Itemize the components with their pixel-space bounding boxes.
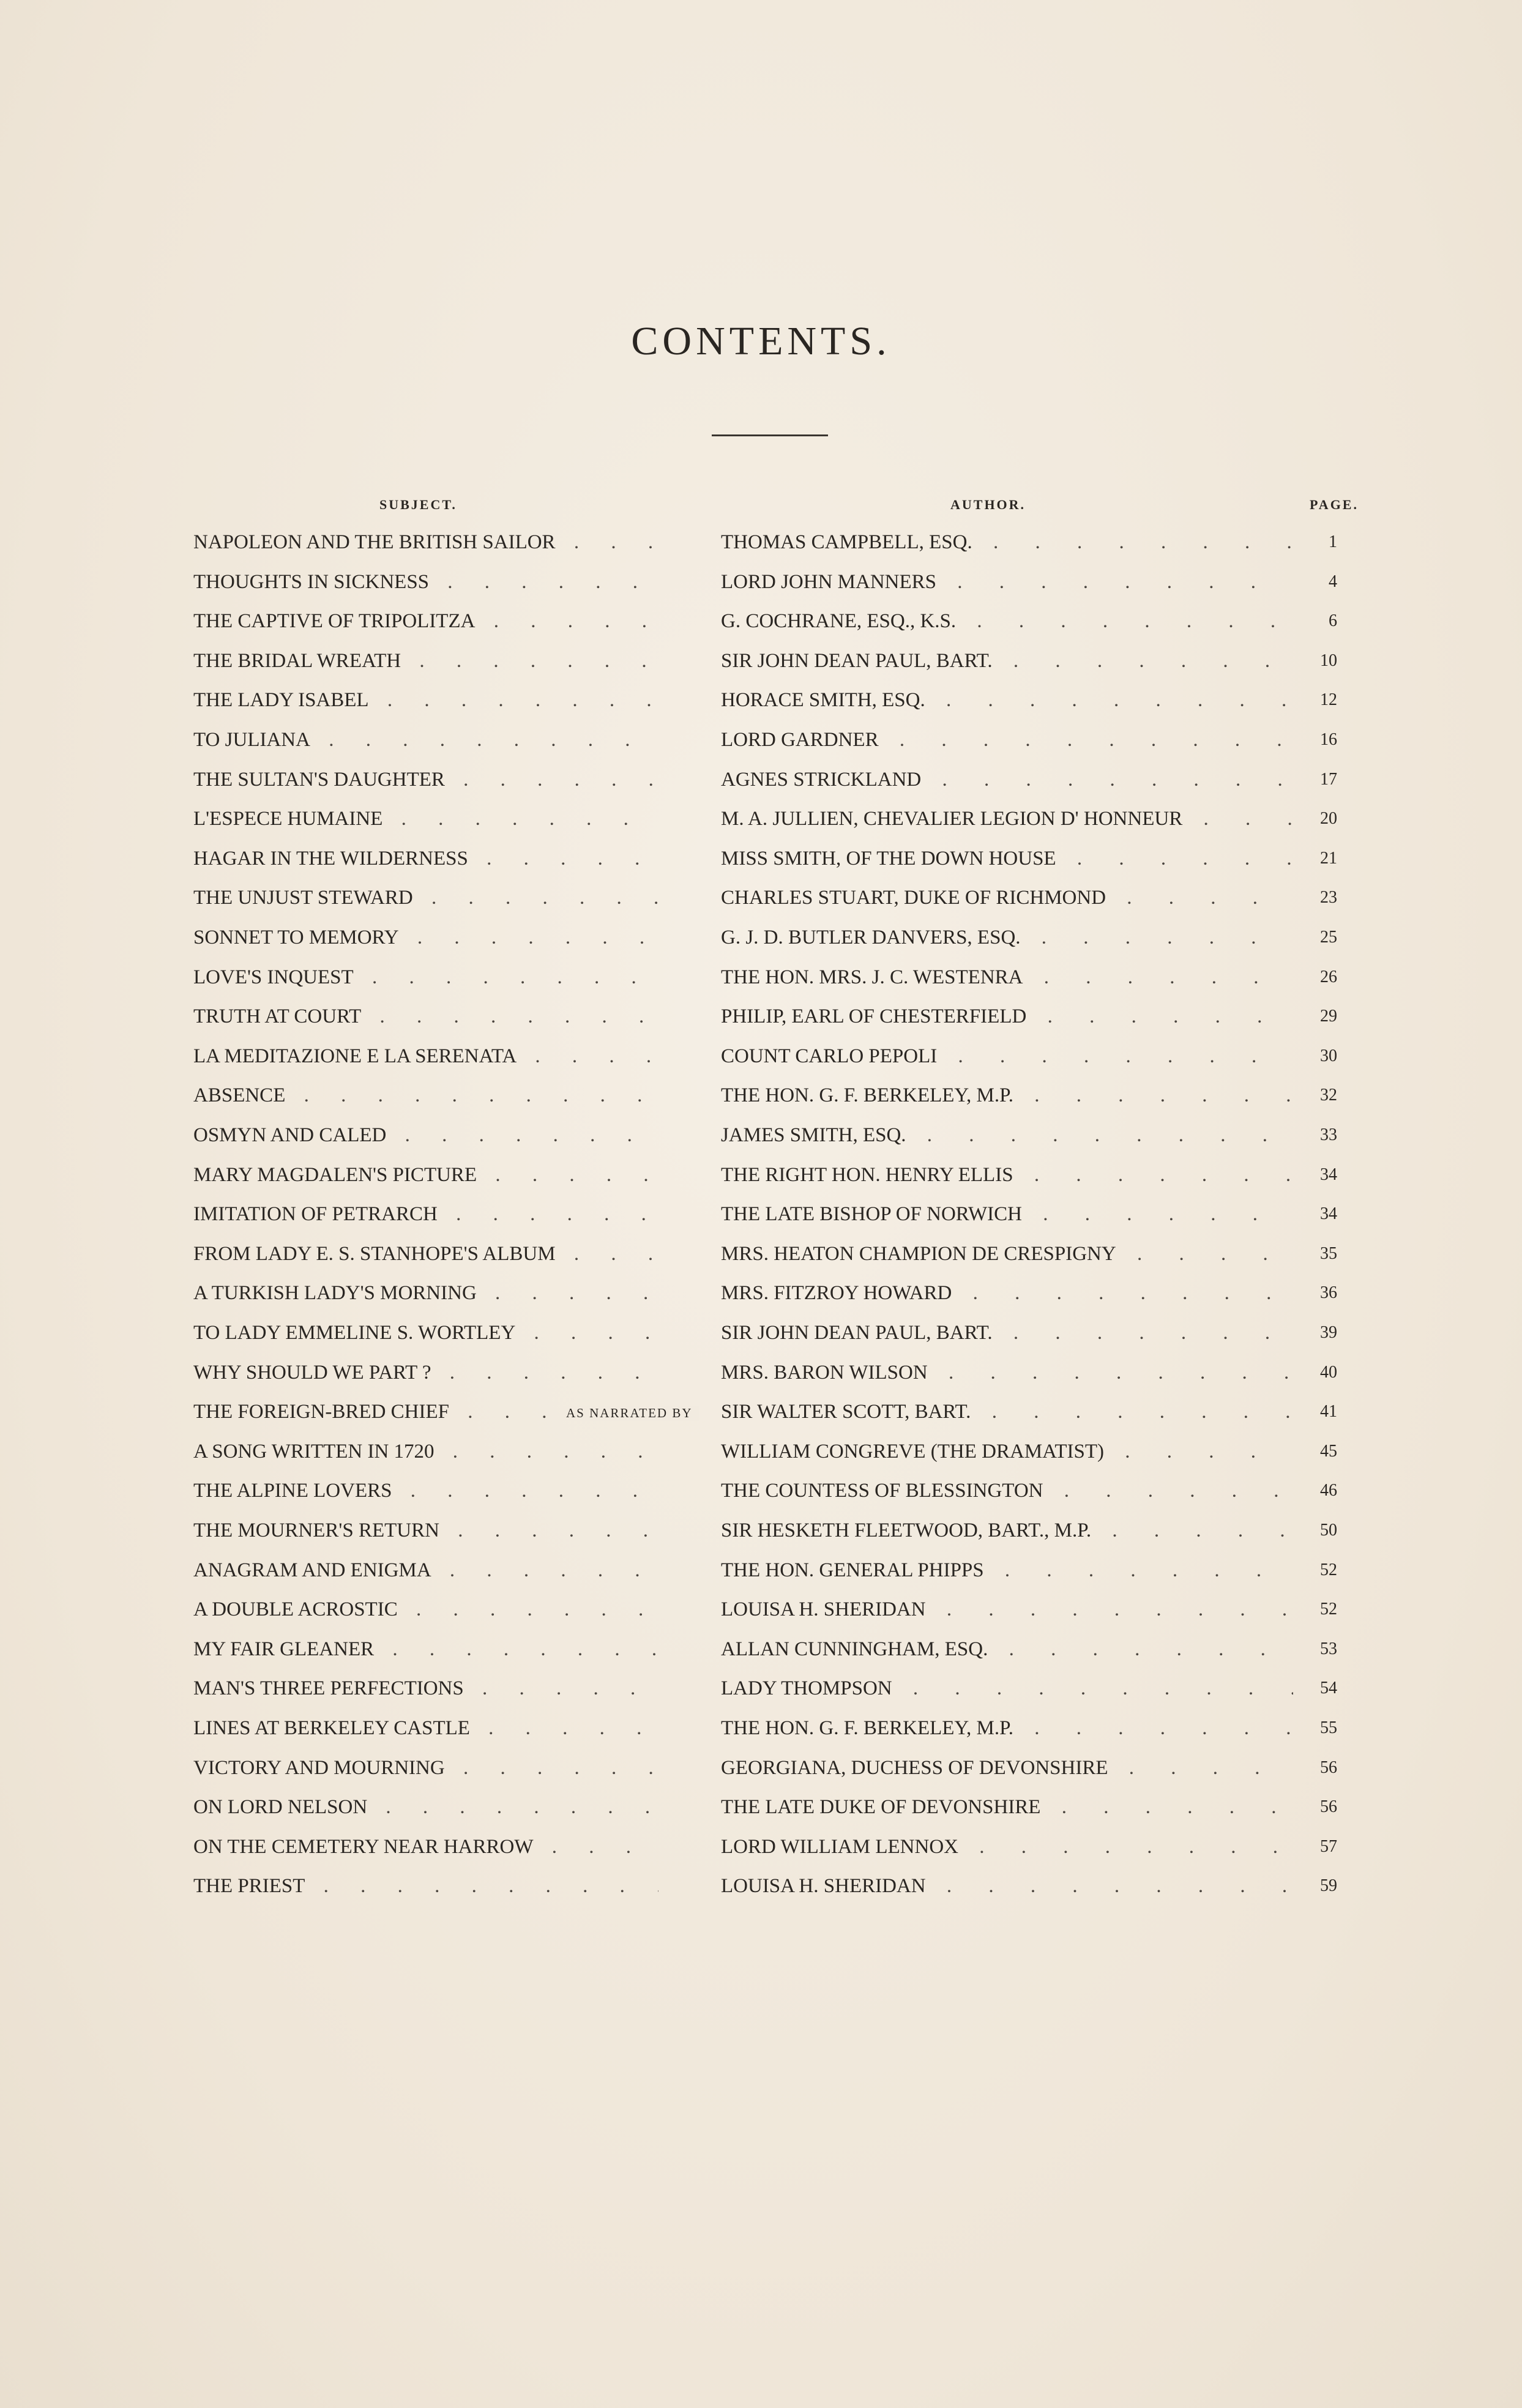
header-subject: SUBJECT. <box>379 497 457 512</box>
entry-subject: A DOUBLE ACROSTIC . . . <box>193 1598 658 1621</box>
entry-author: HORACE SMITH, ESQ. . . . <box>721 689 1293 712</box>
entry-author: SIR HESKETH FLEETWOOD, BART., M.P. . . . <box>721 1519 1293 1542</box>
entry-page-number: 45 <box>1320 1441 1337 1461</box>
entry-author: MISS SMITH, OF THE DOWN HOUSE . . . <box>721 848 1293 870</box>
entry-author: LORD WILLIAM LENNOX . . . <box>721 1836 1293 1858</box>
entry-subject: ON LORD NELSON . . . <box>193 1796 658 1819</box>
entry-subject: LA MEDITAZIONE E LA SERENATA . . . <box>193 1045 658 1068</box>
entry-subject: NAPOLEON AND THE BRITISH SAILOR . . . <box>193 531 658 554</box>
entry-page-number: 6 <box>1329 611 1337 631</box>
entry-author: LOUISA H. SHERIDAN . . . <box>721 1598 1293 1621</box>
entry-page-number: 54 <box>1320 1679 1337 1698</box>
contents-entry <box>0 1559 1522 1598</box>
entry-subject: TO JULIANA . . . <box>193 729 658 751</box>
entry-page-number: 25 <box>1320 928 1337 947</box>
entry-author: SIR JOHN DEAN PAUL, BART. . . . <box>721 650 1293 673</box>
entry-page-number: 21 <box>1320 848 1337 868</box>
entry-author: THOMAS CAMPBELL, ESQ. . . . <box>721 531 1293 554</box>
entry-author: ALLAN CUNNINGHAM, ESQ. . . . <box>721 1638 1293 1661</box>
page-title: CONTENTS. <box>631 319 891 363</box>
entry-author: THE HON. GENERAL PHIPPS . . . <box>721 1559 1293 1582</box>
contents-entry <box>0 1243 1522 1282</box>
entry-subject: THE ALPINE LOVERS . . . <box>193 1480 658 1502</box>
contents-entry <box>0 848 1522 887</box>
contents-entry <box>0 1045 1522 1084</box>
entry-author: GEORGIANA, DUCHESS OF DEVONSHIRE . . . <box>721 1757 1293 1780</box>
entry-page-number: 30 <box>1320 1046 1337 1065</box>
entry-page-number: 4 <box>1329 572 1337 591</box>
entry-author: AGNES STRICKLAND . . . <box>721 769 1293 791</box>
contents-entry <box>0 926 1522 966</box>
entry-subject: ON THE CEMETERY NEAR HARROW . . . <box>193 1836 658 1858</box>
contents-entry <box>0 1124 1522 1163</box>
entry-page-number: 52 <box>1320 1560 1337 1579</box>
entry-subject: THE BRIDAL WREATH . . . <box>193 650 658 673</box>
entry-page-number: 36 <box>1320 1283 1337 1303</box>
entry-subject: FROM LADY E. S. STANHOPE'S ALBUM . . . <box>193 1243 658 1266</box>
entry-author: CHARLES STUART, DUKE OF RICHMOND . . . <box>721 887 1293 909</box>
entry-author: LOUISA H. SHERIDAN . . . <box>721 1875 1293 1898</box>
entry-author: THE HON. G. F. BERKELEY, M.P. . . . <box>721 1717 1293 1740</box>
contents-entry <box>0 1480 1522 1519</box>
contents-entry <box>0 1875 1522 1914</box>
contents-entry <box>0 769 1522 808</box>
entry-page-number: 40 <box>1320 1362 1337 1382</box>
entry-page-number: 16 <box>1320 730 1337 749</box>
entry-subject: THE SULTAN'S DAUGHTER . . . <box>193 769 658 791</box>
header-author: AUTHOR. <box>950 497 1026 512</box>
entry-author: THE HON. MRS. J. C. WESTENRA . . . <box>721 966 1293 989</box>
entry-subject: VICTORY AND MOURNING . . . <box>193 1757 658 1780</box>
entry-author: THE LATE BISHOP OF NORWICH . . . <box>721 1203 1293 1226</box>
contents-entry <box>0 808 1522 847</box>
entry-author: G. COCHRANE, ESQ., K.S. . . . <box>721 610 1293 633</box>
contents-entry <box>0 1638 1522 1677</box>
entry-page-number: 10 <box>1320 650 1337 670</box>
entry-subject: ANAGRAM AND ENIGMA . . . <box>193 1559 658 1582</box>
contents-entry <box>0 1717 1522 1756</box>
header-page: PAGE. <box>1310 497 1359 512</box>
entry-author: COUNT CARLO PEPOLI . . . <box>721 1045 1293 1068</box>
contents-entry <box>0 1282 1522 1321</box>
entry-author: PHILIP, EARL OF CHESTERFIELD . . . <box>721 1005 1293 1028</box>
entry-author: LORD JOHN MANNERS . . . <box>721 571 1293 594</box>
entry-page-number: 46 <box>1320 1481 1337 1500</box>
entry-page-number: 29 <box>1320 1007 1337 1026</box>
entry-subject: TRUTH AT COURT . . . <box>193 1005 658 1028</box>
entry-page-number: 12 <box>1320 690 1337 710</box>
entry-subject: WHY SHOULD WE PART ? . . . <box>193 1362 658 1384</box>
entry-author: THE COUNTESS OF BLESSINGTON . . . <box>721 1480 1293 1502</box>
entry-subject: ABSENCE . . . <box>193 1084 658 1107</box>
contents-entry <box>0 1598 1522 1638</box>
entry-page-number: 1 <box>1329 532 1337 551</box>
entry-page-number: 56 <box>1320 1758 1337 1777</box>
entry-author: THE RIGHT HON. HENRY ELLIS . . . <box>721 1164 1293 1187</box>
entry-page-number: 39 <box>1320 1323 1337 1342</box>
contents-entry <box>0 1519 1522 1559</box>
entry-page-number: 17 <box>1320 769 1337 789</box>
entry-page-number: 41 <box>1320 1402 1337 1422</box>
entry-subject: MARY MAGDALEN'S PICTURE . . . <box>193 1164 658 1187</box>
contents-entry <box>0 1677 1522 1717</box>
entry-subject: L'ESPECE HUMAINE . . . <box>193 808 658 830</box>
entry-author: MRS. FITZROY HOWARD . . . <box>721 1282 1293 1305</box>
entry-subject: MY FAIR GLEANER . . . <box>193 1638 658 1661</box>
contents-entry <box>0 1164 1522 1203</box>
entry-page-number: 55 <box>1320 1718 1337 1737</box>
entry-author: M. A. JULLIEN, CHEVALIER LEGION D' HONNEUR . . . <box>721 808 1293 830</box>
entry-author: THE HON. G. F. BERKELEY, M.P. . . . <box>721 1084 1293 1107</box>
entry-subject: A SONG WRITTEN IN 1720 . . . <box>193 1441 658 1463</box>
entry-subject: SONNET TO MEMORY . . . <box>193 926 658 949</box>
entry-page-number: 34 <box>1320 1204 1337 1224</box>
entry-author: LORD GARDNER . . . <box>721 729 1293 751</box>
entry-subject: IMITATION OF PETRARCH . . . <box>193 1203 658 1226</box>
contents-entry <box>0 1005 1522 1045</box>
entry-subject: THE MOURNER'S RETURN . . . <box>193 1519 658 1542</box>
contents-entry <box>0 610 1522 649</box>
entry-page-number: 23 <box>1320 888 1337 908</box>
entry-page-number: 20 <box>1320 809 1337 829</box>
contents-entry <box>0 1401 1522 1440</box>
contents-entry <box>0 531 1522 570</box>
contents-entry <box>0 966 1522 1005</box>
contents-entry <box>0 729 1522 768</box>
contents-entry <box>0 1084 1522 1124</box>
entry-subject: LINES AT BERKELEY CASTLE . . . <box>193 1717 658 1740</box>
entry-author: THE LATE DUKE OF DEVONSHIRE . . . <box>721 1796 1293 1819</box>
entry-author: G. J. D. BUTLER DANVERS, ESQ. . . . <box>721 926 1293 949</box>
contents-entry <box>0 1362 1522 1401</box>
entry-author: SIR JOHN DEAN PAUL, BART. . . . <box>721 1322 1293 1344</box>
contents-entry <box>0 1322 1522 1361</box>
entry-subject: THE PRIEST . . . <box>193 1875 658 1898</box>
contents-entry <box>0 1757 1522 1796</box>
entry-page-number: 32 <box>1320 1086 1337 1105</box>
entry-page-number: 56 <box>1320 1797 1337 1817</box>
entry-page-number: 35 <box>1320 1243 1337 1263</box>
entry-author: MRS. HEATON CHAMPION DE CRESPIGNY . . . <box>721 1243 1293 1266</box>
entry-author: JAMES SMITH, ESQ. . . . <box>721 1124 1293 1147</box>
entry-subject: OSMYN AND CALED . . . <box>193 1124 658 1147</box>
entry-page-number: 52 <box>1320 1600 1337 1619</box>
contents-entry <box>0 1796 1522 1835</box>
contents-entry <box>0 689 1522 728</box>
contents-entry <box>0 1203 1522 1242</box>
entry-author: LADY THOMPSON . . . <box>721 1677 1293 1700</box>
entry-subject: THE CAPTIVE OF TRIPOLITZA . . . <box>193 610 658 633</box>
contents-entry <box>0 1836 1522 1875</box>
entry-author: MRS. BARON WILSON . . . <box>721 1362 1293 1384</box>
entry-page-number: 26 <box>1320 967 1337 986</box>
entry-author: WILLIAM CONGREVE (THE DRAMATIST) . . . <box>721 1441 1293 1463</box>
entry-subject: TO LADY EMMELINE S. WORTLEY . . . <box>193 1322 658 1344</box>
entry-subject: THE FOREIGN-BRED CHIEF . . . <box>193 1401 658 1423</box>
entry-page-number: 34 <box>1320 1165 1337 1184</box>
entry-subject: THOUGHTS IN SICKNESS . . . <box>193 571 658 594</box>
entry-note: AS NARRATED BY <box>560 1406 699 1421</box>
entry-page-number: 57 <box>1320 1836 1337 1856</box>
entry-page-number: 53 <box>1320 1639 1337 1658</box>
entry-page-number: 33 <box>1320 1125 1337 1144</box>
entry-page-number: 59 <box>1320 1876 1337 1896</box>
contents-entry <box>0 571 1522 610</box>
title-rule <box>712 434 828 436</box>
entry-page-number: 50 <box>1320 1521 1337 1540</box>
contents-entry <box>0 887 1522 926</box>
entry-subject: LOVE'S INQUEST . . . <box>193 966 658 989</box>
entry-subject: MAN'S THREE PERFECTIONS . . . <box>193 1677 658 1700</box>
entry-subject: THE UNJUST STEWARD . . . <box>193 887 658 909</box>
contents-entry <box>0 1441 1522 1480</box>
entry-author: SIR WALTER SCOTT, BART. . . . <box>721 1401 1293 1423</box>
contents-entry <box>0 650 1522 689</box>
entry-subject: THE LADY ISABEL . . . <box>193 689 658 712</box>
entry-subject: HAGAR IN THE WILDERNESS . . . <box>193 848 658 870</box>
entry-subject: A TURKISH LADY'S MORNING . . . <box>193 1282 658 1305</box>
